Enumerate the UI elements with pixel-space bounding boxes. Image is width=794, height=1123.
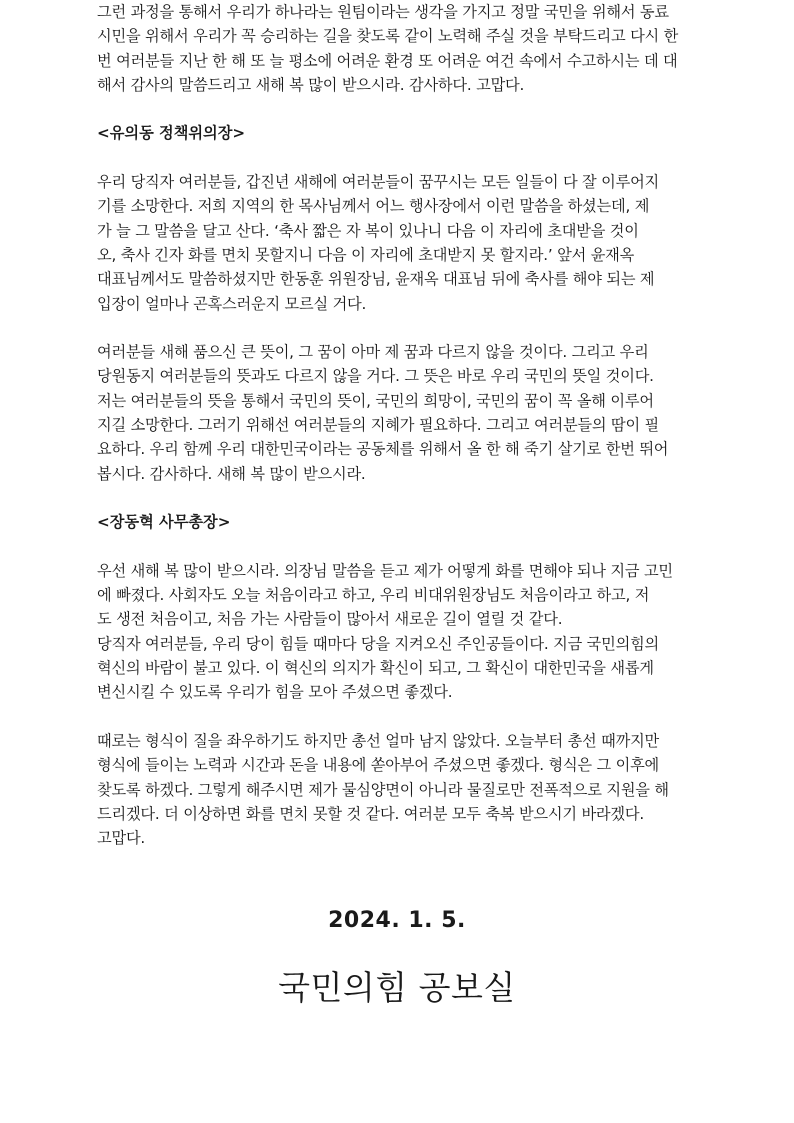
text-line: 봅시다. 감사하다. 새해 복 많이 받으시라.: [97, 464, 366, 483]
text-line: 도 생전 처음이고, 처음 가는 사람들이 많아서 새로운 길이 열릴 것 같다.: [97, 610, 563, 629]
text-line: 그런 과정을 통해서 우리가 하나라는 원팀이라는 생각을 가지고 정말 국민을 위해서 동료: [97, 3, 669, 21]
policy-chair-paragraph-1: [97, 170, 695, 316]
text-line: 드리겠다. 더 이상하면 화를 면치 못할 것 같다. 여러분 모두 축복 받으시기 바라겠다.: [97, 804, 644, 823]
section-heading-policy-chair: <유의동 정책위의장>: [97, 124, 246, 143]
release-date: 2024. 1. 5.: [328, 908, 466, 933]
document-body: [97, 0, 695, 850]
text-line: 오, 축사 긴자 화를 면치 못할지니 다음 이 자리에 초대받지 못 할지라.’ 앞서 윤재옥: [97, 245, 635, 264]
text-line: 혁신의 바람이 불고 있다. 이 혁신의 의지가 확신이 되고, 그 확신이 대한민국을 새롭게: [97, 659, 654, 678]
text-line: 여러분들 새해 품으신 큰 뜻이, 그 꿈이 아마 제 꿈과 다르지 않을 것이다. 그리고 우리: [97, 343, 649, 362]
text-line: 당원동지 여러분들의 뜻과도 다르지 않을 거다. 그 뜻은 바로 우리 국민의 뜻일 것이다.: [97, 367, 654, 386]
text-line: 번 여러분들 지난 한 해 또 늘 평소에 어려운 환경 또 어려운 여건 속에서 수고하시는 데 대: [97, 51, 678, 70]
text-line: 형식에 들이는 노력과 시간과 돈을 내용에 쏟아부어 주셨으면 좋겠다. 형식은 그 이후에: [97, 756, 660, 775]
intro-paragraph: [97, 0, 695, 97]
text-line: 고맙다.: [97, 829, 146, 848]
text-line: 우선 새해 복 많이 받으시라. 의장님 말씀을 듣고 제가 어떻게 화를 면해야 되나 지금 고민: [97, 561, 673, 580]
text-line: 찾도록 하겠다. 그렇게 해주시면 제가 물심양면이 아니라 물질로만 전폭적으로 지원을 해: [97, 780, 669, 799]
text-line: 에 빠졌다. 사회자도 오늘 처음이라고 하고, 우리 비대위원장님도 처음이라고 하고, 저: [97, 586, 650, 605]
text-line: 변신시킬 수 있도록 우리가 힘을 모아 주셨으면 좋겠다.: [97, 683, 453, 702]
text-line: 가 늘 그 말씀을 달고 산다. ‘축사 짧은 자 복이 있나니 다음 이 자리에 초대받을 것이: [97, 221, 639, 240]
text-line: 당직자 여러분들, 우리 당이 힘들 때마다 당을 지켜오신 주인공들이다. 지금 국민의힘의: [97, 634, 660, 653]
policy-chair-paragraph-2: [97, 340, 695, 486]
text-line: 요하다. 우리 함께 우리 대한민국이라는 공동체를 위해서 올 한 해 죽기 살기로 한번 뛰어: [97, 440, 669, 459]
text-line: 기를 소망한다. 저희 지역의 한 목사님께서 어느 행사장에서 이런 말씀을 하셨는데, 제: [97, 197, 650, 216]
text-line: 지길 소망한다. 그러기 위해선 여러분들의 지혜가 필요하다. 그리고 여러분들의 땀이 필: [97, 416, 660, 435]
text-line: 저는 여러분들의 뜻을 통해서 국민의 뜻이, 국민의 희망이, 국민의 꿈이 꼭 올해 이루어: [97, 391, 654, 410]
text-line: 해서 감사의 말씀드리고 새해 복 많이 받으시라. 감사하다. 고맙다.: [97, 75, 525, 94]
text-line: 입장이 얼마나 곤혹스러운지 모르실 거다.: [97, 294, 367, 313]
text-line: 시민을 위해서 우리가 꼭 승리하는 길을 찾도록 같이 노력해 주실 것을 부탁드리고 다시 한: [97, 27, 679, 46]
text-line: 대표님께서도 말씀하셨지만 한동훈 위원장님, 윤재옥 대표님 뒤에 축사를 해야 되는 제: [97, 270, 655, 289]
issuing-office: 국민의힘 공보실: [278, 968, 516, 1007]
text-line: 우리 당직자 여러분들, 갑진년 새해에 여러분들이 꿈꾸시는 모든 일들이 다 잘 이루어지: [97, 173, 660, 192]
section-heading-secretary-general: <장동혁 사무총장>: [97, 513, 231, 532]
secretary-general-paragraph-2: [97, 729, 695, 850]
secretary-general-paragraph-1: [97, 559, 695, 705]
text-line: 때로는 형식이 질을 좌우하기도 하지만 총선 얼마 남지 않았다. 오늘부터 총선 때까지만: [97, 731, 660, 750]
